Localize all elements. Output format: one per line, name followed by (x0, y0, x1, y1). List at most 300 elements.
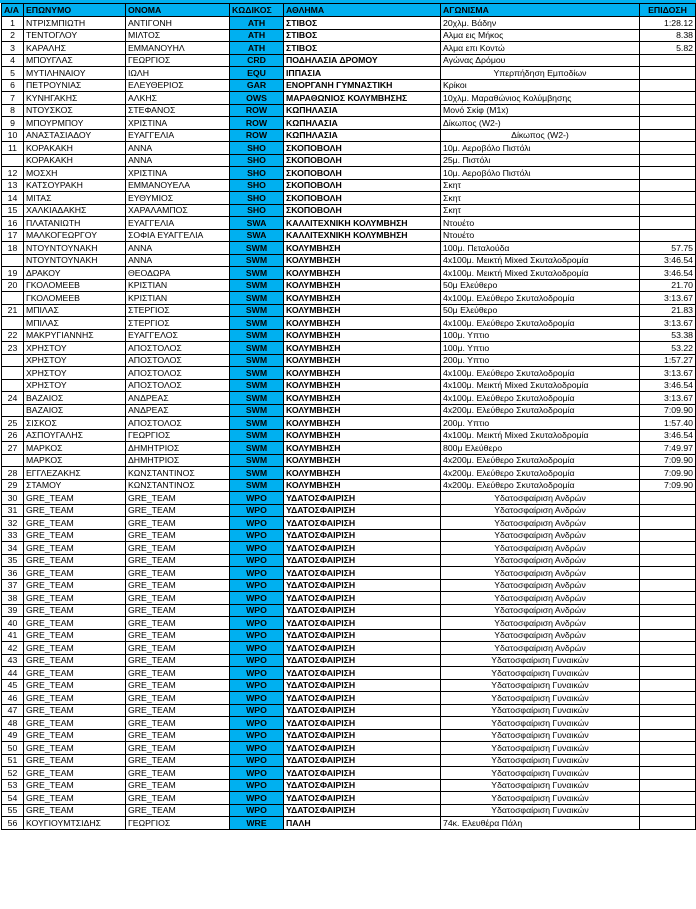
cell-surname: GRE_TEAM (24, 717, 126, 730)
table-row (2, 654, 696, 667)
cell-performance (640, 67, 696, 80)
cell-name: GRE_TEAM (126, 492, 230, 505)
table-row (2, 442, 696, 455)
cell-index: 30 (2, 492, 24, 505)
cell-index: 8 (2, 104, 24, 117)
cell-performance: 3:13.67 (640, 367, 696, 380)
cell-event: Υδατοσφαίριση Γυναικών (441, 679, 640, 692)
cell-performance (640, 104, 696, 117)
cell-surname: GRE_TEAM (24, 804, 126, 817)
cell-name: ΕΥΑΓΓΕΛΙΑ (126, 129, 230, 142)
cell-code: WPO (230, 767, 284, 780)
cell-name: ΕΜΜΑΝΟΥΕΛΑ (126, 179, 230, 192)
cell-surname: GRE_TEAM (24, 604, 126, 617)
cell-name: ΕΥΘΥΜΙΟΣ (126, 192, 230, 205)
cell-event: 4x100μ. Ελεύθερο Σκυταλοδρομία (441, 367, 640, 380)
cell-performance (640, 129, 696, 142)
cell-index: 44 (2, 667, 24, 680)
table-row (2, 617, 696, 630)
cell-surname: ΜΑΡΚΟΣ (24, 442, 126, 455)
cell-index: 42 (2, 642, 24, 655)
cell-index: 6 (2, 79, 24, 92)
cell-performance (640, 192, 696, 205)
cell-index: 11 (2, 142, 24, 155)
cell-performance (640, 142, 696, 155)
table-row (2, 379, 696, 392)
cell-surname: GRE_TEAM (24, 517, 126, 530)
cell-performance (640, 179, 696, 192)
table-row (2, 79, 696, 92)
table-row (2, 392, 696, 405)
header-code: ΚΩΔΙΚΟΣ (230, 4, 284, 17)
cell-index: 34 (2, 542, 24, 555)
table-row (2, 142, 696, 155)
header-name: ΟΝΟΜΑ (126, 4, 230, 17)
table-row (2, 579, 696, 592)
cell-code: SWM (230, 367, 284, 380)
cell-sport: ΥΔΑΤΟΣΦΑΙΡΙΣΗ (284, 492, 441, 505)
cell-sport: ΥΔΑΤΟΣΦΑΙΡΙΣΗ (284, 717, 441, 730)
cell-index (2, 317, 24, 330)
cell-sport: ΠΟΔΗΛΑΣΙΑ ΔΡΟΜΟΥ (284, 54, 441, 67)
cell-code: SWM (230, 404, 284, 417)
cell-performance: 7:09.90 (640, 479, 696, 492)
cell-code: WPO (230, 504, 284, 517)
cell-performance: 7:09.90 (640, 467, 696, 480)
table-row (2, 479, 696, 492)
cell-sport: ΚΟΛΥΜΒΗΣΗ (284, 392, 441, 405)
cell-surname: GRE_TEAM (24, 792, 126, 805)
cell-index (2, 454, 24, 467)
cell-index (2, 254, 24, 267)
cell-event: 100μ. Πεταλούδα (441, 242, 640, 255)
cell-code: WPO (230, 642, 284, 655)
cell-code: SWM (230, 292, 284, 305)
cell-index: 38 (2, 592, 24, 605)
cell-sport: ΚΟΛΥΜΒΗΣΗ (284, 342, 441, 355)
cell-performance (640, 229, 696, 242)
cell-name: GRE_TEAM (126, 542, 230, 555)
cell-code: SWM (230, 267, 284, 280)
cell-index: 41 (2, 629, 24, 642)
cell-event: 10μ. Αεροβόλο Πιστόλι (441, 142, 640, 155)
cell-sport: ΚΑΛΛΙΤΕΧΝΙΚΗ ΚΟΛΥΜΒΗΣΗ (284, 217, 441, 230)
cell-event: Υδατοσφαίριση Γυναικών (441, 692, 640, 705)
table-row (2, 667, 696, 680)
cell-name: ΘΕΟΔΩΡΑ (126, 267, 230, 280)
cell-performance (640, 567, 696, 580)
table-row (2, 554, 696, 567)
cell-event: Υδατοσφαίριση Γυναικών (441, 754, 640, 767)
table-row (2, 767, 696, 780)
cell-performance: 21.83 (640, 304, 696, 317)
athletes-table (1, 3, 696, 830)
cell-code: SWM (230, 279, 284, 292)
table-row (2, 492, 696, 505)
cell-event: Αγώνας Δρόμου (441, 54, 640, 67)
cell-surname: GRE_TEAM (24, 779, 126, 792)
cell-event: Υδατοσφαίριση Ανδρών (441, 579, 640, 592)
cell-sport: ΜΑΡΑΘΩΝΙΟΣ ΚΟΛΥΜΒΗΣΗΣ (284, 92, 441, 105)
cell-name: ΑΠΟΣΤΟΛΟΣ (126, 367, 230, 380)
cell-code: SHO (230, 142, 284, 155)
cell-name: GRE_TEAM (126, 579, 230, 592)
cell-surname: ΚΑΡΑΛΗΣ (24, 42, 126, 55)
cell-event: Υδατοσφαίριση Γυναικών (441, 654, 640, 667)
cell-event: Υδατοσφαίριση Γυναικών (441, 742, 640, 755)
cell-performance: 3:46.54 (640, 379, 696, 392)
table-row (2, 54, 696, 67)
cell-name: GRE_TEAM (126, 742, 230, 755)
table-row (2, 742, 696, 755)
table-row (2, 242, 696, 255)
table-row (2, 517, 696, 530)
cell-index: 47 (2, 704, 24, 717)
cell-performance (640, 679, 696, 692)
cell-surname: GRE_TEAM (24, 704, 126, 717)
cell-event: 4x200μ. Ελεύθερο Σκυταλοδρομία (441, 479, 640, 492)
cell-performance (640, 804, 696, 817)
cell-surname: ΧΡΗΣΤΟΥ (24, 367, 126, 380)
cell-sport: ΚΟΛΥΜΒΗΣΗ (284, 354, 441, 367)
cell-code: SWM (230, 342, 284, 355)
cell-name: GRE_TEAM (126, 554, 230, 567)
table-row (2, 354, 696, 367)
cell-performance (640, 742, 696, 755)
cell-code: WRE (230, 817, 284, 830)
cell-sport: ΣΚΟΠΟΒΟΛΗ (284, 204, 441, 217)
cell-index: 3 (2, 42, 24, 55)
table-body (2, 17, 696, 830)
cell-name: GRE_TEAM (126, 767, 230, 780)
table-row (2, 529, 696, 542)
cell-sport: ΥΔΑΤΟΣΦΑΙΡΙΣΗ (284, 804, 441, 817)
cell-name: GRE_TEAM (126, 729, 230, 742)
cell-index: 55 (2, 804, 24, 817)
cell-sport: ΥΔΑΤΟΣΦΑΙΡΙΣΗ (284, 767, 441, 780)
cell-name: GRE_TEAM (126, 517, 230, 530)
header-event: ΑΓΩΝΙΣΜΑ (441, 4, 640, 17)
cell-sport: ΣΤΙΒΟΣ (284, 17, 441, 30)
cell-index: 25 (2, 417, 24, 430)
cell-surname: ΜΠΟΥΓΛΑΣ (24, 54, 126, 67)
cell-sport: ΥΔΑΤΟΣΦΑΙΡΙΣΗ (284, 504, 441, 517)
cell-surname: GRE_TEAM (24, 617, 126, 630)
cell-name: ΣΤΕΡΓΙΟΣ (126, 317, 230, 330)
table-row (2, 279, 696, 292)
table-row (2, 729, 696, 742)
cell-surname: ΓΚΟΛΟΜΕΕΒ (24, 292, 126, 305)
cell-index: 27 (2, 442, 24, 455)
table-row (2, 692, 696, 705)
cell-name: ΣΤΕΦΑΝΟΣ (126, 104, 230, 117)
cell-event: 200μ. Υπτιο (441, 354, 640, 367)
cell-code: WPO (230, 717, 284, 730)
cell-surname: GRE_TEAM (24, 567, 126, 580)
cell-name: ΜΙΛΤΟΣ (126, 29, 230, 42)
cell-sport: ΥΔΑΤΟΣΦΑΙΡΙΣΗ (284, 592, 441, 605)
table-row (2, 504, 696, 517)
cell-sport: ΥΔΑΤΟΣΦΑΙΡΙΣΗ (284, 667, 441, 680)
table-row (2, 779, 696, 792)
cell-index: 22 (2, 329, 24, 342)
cell-surname: GRE_TEAM (24, 492, 126, 505)
cell-surname: GRE_TEAM (24, 629, 126, 642)
table-header-row (2, 4, 696, 17)
cell-index: 37 (2, 579, 24, 592)
cell-index: 21 (2, 304, 24, 317)
cell-sport: ΥΔΑΤΟΣΦΑΙΡΙΣΗ (284, 629, 441, 642)
cell-code: SWM (230, 454, 284, 467)
cell-name: ΕΥΑΓΓΕΛΟΣ (126, 329, 230, 342)
cell-performance (640, 117, 696, 130)
cell-event: 4x100μ. Μεικτή Mixed Σκυταλοδρομία (441, 267, 640, 280)
table-row (2, 417, 696, 430)
table-row (2, 29, 696, 42)
cell-event: Αλμα επι Κοντώ (441, 42, 640, 55)
cell-sport: ΥΔΑΤΟΣΦΑΙΡΙΣΗ (284, 617, 441, 630)
cell-surname: ΑΝΑΣΤΑΣΙΑΔΟΥ (24, 129, 126, 142)
cell-name: GRE_TEAM (126, 567, 230, 580)
cell-name: ΓΕΩΡΓΙΟΣ (126, 429, 230, 442)
cell-name: GRE_TEAM (126, 667, 230, 680)
table-row (2, 292, 696, 305)
cell-code: SHO (230, 179, 284, 192)
cell-name: ΑΝΤΙΓΟΝΗ (126, 17, 230, 30)
cell-code: SWM (230, 479, 284, 492)
cell-performance (640, 504, 696, 517)
cell-performance (640, 717, 696, 730)
cell-performance (640, 604, 696, 617)
cell-name: GRE_TEAM (126, 529, 230, 542)
cell-index: 53 (2, 779, 24, 792)
cell-index: 13 (2, 179, 24, 192)
cell-name: GRE_TEAM (126, 617, 230, 630)
cell-code: WPO (230, 542, 284, 555)
cell-performance: 7:09.90 (640, 454, 696, 467)
cell-performance (640, 92, 696, 105)
cell-code: ROW (230, 129, 284, 142)
cell-name: ΑΠΟΣΤΟΛΟΣ (126, 354, 230, 367)
cell-surname: ΒΑΖΑΙΟΣ (24, 392, 126, 405)
cell-index: 46 (2, 692, 24, 705)
cell-sport: ΥΔΑΤΟΣΦΑΙΡΙΣΗ (284, 517, 441, 530)
cell-performance (640, 792, 696, 805)
cell-event: 50μ Ελεύθερο (441, 279, 640, 292)
cell-name: ΕΥΑΓΓΕΛΙΑ (126, 217, 230, 230)
table-row (2, 267, 696, 280)
cell-sport: ΣΚΟΠΟΒΟΛΗ (284, 154, 441, 167)
cell-event: Ντουέτο (441, 229, 640, 242)
cell-code: WPO (230, 604, 284, 617)
table-row (2, 179, 696, 192)
cell-event: 200μ. Υπτιο (441, 417, 640, 430)
cell-performance (640, 642, 696, 655)
cell-sport: ΚΟΛΥΜΒΗΣΗ (284, 479, 441, 492)
cell-code: WPO (230, 667, 284, 680)
cell-surname: GRE_TEAM (24, 667, 126, 680)
cell-sport: ΚΟΛΥΜΒΗΣΗ (284, 329, 441, 342)
cell-event: Αλμα εις Μήκος (441, 29, 640, 42)
table-row (2, 367, 696, 380)
cell-code: WPO (230, 742, 284, 755)
cell-event: 74κ. Ελευθέρα Πάλη (441, 817, 640, 830)
cell-name: GRE_TEAM (126, 604, 230, 617)
cell-name: ΚΩΝΣΤΑΝΤΙΝΟΣ (126, 479, 230, 492)
cell-performance: 53.22 (640, 342, 696, 355)
table-row (2, 229, 696, 242)
cell-code: SWA (230, 229, 284, 242)
cell-code: WPO (230, 517, 284, 530)
cell-event: Υδατοσφαίριση Γυναικών (441, 779, 640, 792)
cell-index (2, 379, 24, 392)
cell-index (2, 154, 24, 167)
table-row (2, 129, 696, 142)
cell-surname: ΠΛΑΤΑΝΙΩΤΗ (24, 217, 126, 230)
cell-performance (640, 54, 696, 67)
cell-surname: ΒΑΖΑΙΟΣ (24, 404, 126, 417)
table-row (2, 467, 696, 480)
cell-name: ΑΝΔΡΕΑΣ (126, 392, 230, 405)
cell-index: 1 (2, 17, 24, 30)
cell-index: 26 (2, 429, 24, 442)
cell-event: Μονό Σκίφ (M1x) (441, 104, 640, 117)
cell-performance (640, 617, 696, 630)
cell-event: Υδατοσφαίριση Γυναικών (441, 804, 640, 817)
cell-index: 23 (2, 342, 24, 355)
cell-code: WPO (230, 654, 284, 667)
table-row (2, 104, 696, 117)
cell-performance (640, 817, 696, 830)
cell-sport: ΙΠΠΑΣΙΑ (284, 67, 441, 80)
table-row (2, 629, 696, 642)
cell-code: SHO (230, 167, 284, 180)
cell-sport: ΥΔΑΤΟΣΦΑΙΡΙΣΗ (284, 754, 441, 767)
cell-code: WPO (230, 579, 284, 592)
cell-performance (640, 517, 696, 530)
cell-surname: ΜΑΚΡΥΓΙΑΝΝΗΣ (24, 329, 126, 342)
cell-index: 14 (2, 192, 24, 205)
cell-surname: ΣΙΣΚΟΣ (24, 417, 126, 430)
cell-surname: ΠΕΤΡΟΥΝΙΑΣ (24, 79, 126, 92)
cell-event: 4x100μ. Μεικτή Mixed Σκυταλοδρομία (441, 429, 640, 442)
cell-event: Σκητ (441, 204, 640, 217)
cell-name: ΧΡΙΣΤΙΝΑ (126, 117, 230, 130)
cell-index: 18 (2, 242, 24, 255)
cell-index: 12 (2, 167, 24, 180)
cell-name: ΕΜΜΑΝΟΥΗΛ (126, 42, 230, 55)
cell-performance (640, 592, 696, 605)
cell-event: Υπερπήδηση Εμποδίων (441, 67, 640, 80)
cell-sport: ΚΟΛΥΜΒΗΣΗ (284, 379, 441, 392)
cell-event: 4x100μ. Ελεύθερο Σκυταλοδρομία (441, 292, 640, 305)
table-row (2, 704, 696, 717)
cell-event: Υδατοσφαίριση Ανδρών (441, 504, 640, 517)
cell-sport: ΚΟΛΥΜΒΗΣΗ (284, 442, 441, 455)
cell-surname: ΑΣΠΟΥΓΑΛΗΣ (24, 429, 126, 442)
cell-surname: ΜΠΟΥΡΜΠΟΥ (24, 117, 126, 130)
cell-name: ΑΠΟΣΤΟΛΟΣ (126, 417, 230, 430)
cell-surname: ΜΙΤΑΣ (24, 192, 126, 205)
header-index: Α/Α (2, 4, 24, 17)
cell-code: SWM (230, 329, 284, 342)
cell-code: WPO (230, 704, 284, 717)
cell-name: ΣΟΦΙΑ ΕΥΑΓΓΕΛΙΑ (126, 229, 230, 242)
cell-event: 4x200μ. Ελεύθερο Σκυταλοδρομία (441, 404, 640, 417)
cell-performance (640, 542, 696, 555)
cell-code: WPO (230, 804, 284, 817)
cell-event: 800μ Ελεύθερο (441, 442, 640, 455)
cell-event: Υδατοσφαίριση Γυναικών (441, 704, 640, 717)
cell-code: OWS (230, 92, 284, 105)
cell-event: Υδατοσφαίριση Ανδρών (441, 629, 640, 642)
cell-event: Υδατοσφαίριση Γυναικών (441, 729, 640, 742)
cell-sport: ΥΔΑΤΟΣΦΑΙΡΙΣΗ (284, 679, 441, 692)
cell-name: GRE_TEAM (126, 692, 230, 705)
cell-surname: ΜΠΙΛΑΣ (24, 317, 126, 330)
cell-code: SWM (230, 304, 284, 317)
cell-sport: ΥΔΑΤΟΣΦΑΙΡΙΣΗ (284, 542, 441, 555)
cell-performance: 53.38 (640, 329, 696, 342)
cell-sport: ΥΔΑΤΟΣΦΑΙΡΙΣΗ (284, 792, 441, 805)
cell-sport: ΥΔΑΤΟΣΦΑΙΡΙΣΗ (284, 692, 441, 705)
cell-index: 35 (2, 554, 24, 567)
cell-sport: ΣΚΟΠΟΒΟΛΗ (284, 142, 441, 155)
cell-index: 7 (2, 92, 24, 105)
cell-code: WPO (230, 792, 284, 805)
cell-index: 4 (2, 54, 24, 67)
cell-surname: GRE_TEAM (24, 642, 126, 655)
cell-event: Ντουέτο (441, 217, 640, 230)
table-row (2, 254, 696, 267)
cell-code: SWM (230, 429, 284, 442)
cell-name: ΑΝΝΑ (126, 242, 230, 255)
cell-sport: ΠΑΛΗ (284, 817, 441, 830)
cell-surname: GRE_TEAM (24, 767, 126, 780)
cell-performance (640, 779, 696, 792)
cell-event: Δίκωπος (W2-) (441, 129, 640, 142)
cell-surname: GRE_TEAM (24, 654, 126, 667)
table-row (2, 192, 696, 205)
cell-sport: ΚΩΠΗΛΑΣΙΑ (284, 117, 441, 130)
cell-surname: ΧΑΛΚΙΑΔΑΚΗΣ (24, 204, 126, 217)
cell-surname: GRE_TEAM (24, 504, 126, 517)
cell-event: Υδατοσφαίριση Ανδρών (441, 617, 640, 630)
cell-name: ΚΩΝΣΤΑΝΤΙΝΟΣ (126, 467, 230, 480)
cell-index: 52 (2, 767, 24, 780)
cell-performance (640, 492, 696, 505)
cell-name: GRE_TEAM (126, 754, 230, 767)
cell-sport: ΚΟΛΥΜΒΗΣΗ (284, 367, 441, 380)
cell-code: WPO (230, 529, 284, 542)
cell-surname: ΚΥΝΗΓΑΚΗΣ (24, 92, 126, 105)
cell-code: WPO (230, 692, 284, 705)
cell-surname: ΚΟΥΓΙΟΥΜΤΣΙΔΗΣ (24, 817, 126, 830)
cell-surname: ΜΠΙΛΑΣ (24, 304, 126, 317)
cell-code: WPO (230, 629, 284, 642)
table-row (2, 117, 696, 130)
header-surname: ΕΠΩΝΥΜΟ (24, 4, 126, 17)
table-row (2, 754, 696, 767)
table-row (2, 817, 696, 830)
cell-index: 15 (2, 204, 24, 217)
cell-event: Υδατοσφαίριση Ανδρών (441, 529, 640, 542)
cell-performance: 5.82 (640, 42, 696, 55)
cell-index: 32 (2, 517, 24, 530)
cell-sport: ΚΩΠΗΛΑΣΙΑ (284, 129, 441, 142)
cell-code: SWM (230, 242, 284, 255)
table-row (2, 342, 696, 355)
